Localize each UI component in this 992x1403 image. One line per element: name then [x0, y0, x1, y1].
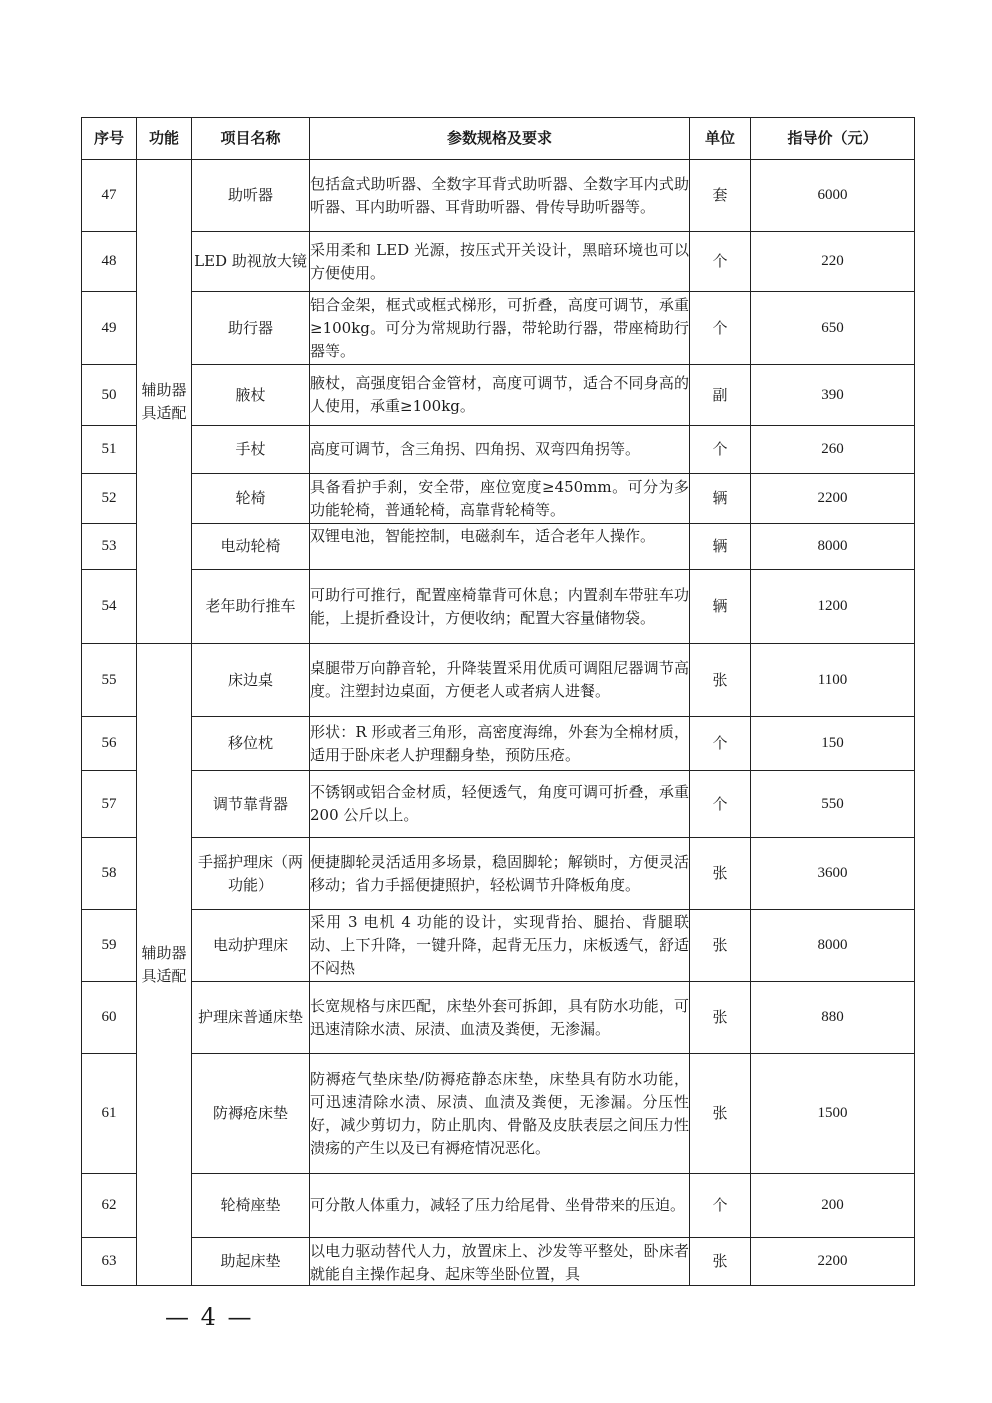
item-price: 1500: [751, 1054, 915, 1174]
item-price: 1200: [751, 570, 915, 644]
table-row: [82, 1054, 915, 1174]
item-unit: 个: [690, 232, 751, 292]
item-spec: 便捷脚轮灵活适用多场景，稳固脚轮；解锁时，方便灵活移动；省力手摇便捷照护，轻松调节升降板角度。: [310, 838, 690, 910]
item-name: 手摇护理床（两功能）: [192, 838, 310, 910]
item-unit: 辆: [690, 474, 751, 524]
item-spec: 可助行可推行，配置座椅靠背可休息；内置刹车带驻车功能，上提折叠设计，方便收纳；配置大容量储物袋。: [310, 570, 690, 644]
row-num: 57: [82, 771, 137, 838]
item-price: 260: [751, 426, 915, 474]
table-row: [82, 160, 915, 232]
page-number: — 4 —: [165, 1303, 254, 1331]
table-row: [82, 1238, 915, 1286]
table-header-row: [82, 118, 915, 160]
table-row: [82, 717, 915, 771]
item-name: 护理床普通床垫: [192, 982, 310, 1054]
row-num: 59: [82, 910, 137, 982]
item-unit: 个: [690, 771, 751, 838]
item-spec-cell: [310, 524, 690, 570]
item-price: 390: [751, 365, 915, 426]
row-num: 48: [82, 232, 137, 292]
item-name: 腋杖: [192, 365, 310, 426]
row-num: 58: [82, 838, 137, 910]
row-num: 51: [82, 426, 137, 474]
item-price: 2200: [751, 1238, 915, 1286]
header-item-name: 项目名称: [192, 118, 310, 160]
row-num: 63: [82, 1238, 137, 1286]
item-unit: 张: [690, 838, 751, 910]
item-unit: 副: [690, 365, 751, 426]
item-name: 助听器: [192, 160, 310, 232]
table-row: [82, 474, 915, 524]
item-price: 200: [751, 1174, 915, 1238]
item-name: 移位枕: [192, 717, 310, 771]
item-spec: 具备看护手刹，安全带，座位宽度≥450mm。可分为多功能轮椅，普通轮椅，高靠背轮椅等。: [310, 474, 690, 524]
table-row: [82, 982, 915, 1054]
item-name: 手杖: [192, 426, 310, 474]
item-price: 1100: [751, 644, 915, 717]
item-name: LED 助视放大镜: [192, 232, 310, 292]
header-unit: 单位: [690, 118, 751, 160]
table-row: [82, 1174, 915, 1238]
table-row: [82, 524, 915, 570]
table-row: [82, 232, 915, 292]
item-price: 220: [751, 232, 915, 292]
item-price: 550: [751, 771, 915, 838]
item-spec: 采用柔和 LED 光源，按压式开关设计，黑暗环境也可以方便使用。: [310, 232, 690, 292]
table-row: [82, 910, 915, 982]
item-unit: 张: [690, 644, 751, 717]
item-price: 880: [751, 982, 915, 1054]
item-price: 6000: [751, 160, 915, 232]
item-spec: 腋杖，高强度铝合金管材，高度可调节，适合不同身高的人使用，承重≥100kg。: [310, 365, 690, 426]
table-row: [82, 838, 915, 910]
header-num: 序号: [82, 118, 137, 160]
row-num: 53: [82, 524, 137, 570]
table-row: [82, 426, 915, 474]
row-num: 61: [82, 1054, 137, 1174]
item-name: 床边桌: [192, 644, 310, 717]
row-num: 56: [82, 717, 137, 771]
item-name: 轮椅: [192, 474, 310, 524]
header-spec: 参数规格及要求: [310, 118, 690, 160]
item-spec: 桌腿带万向静音轮，升降装置采用优质可调阻尼器调节高度。注塑封边桌面，方便老人或者病人进餐。: [310, 644, 690, 717]
table-row: [82, 570, 915, 644]
item-spec: 采用 3 电机 4 功能的设计，实现背抬、腿抬、背腿联动、上下升降，一键升降，起背无压力，床板透气，舒适不闷热: [310, 910, 690, 982]
row-num: 54: [82, 570, 137, 644]
item-unit: 套: [690, 160, 751, 232]
device-price-table: [81, 117, 915, 1286]
item-spec-cell: [310, 1238, 690, 1286]
item-unit: 张: [690, 910, 751, 982]
item-price: 8000: [751, 910, 915, 982]
item-unit: 辆: [690, 524, 751, 570]
function-group-cell: 辅助器具适配: [137, 644, 192, 1286]
row-num: 49: [82, 292, 137, 365]
header-price: 指导价（元）: [751, 118, 915, 160]
item-spec: 以电力驱动替代人力，放置床上、沙发等平整处，卧床者就能自主操作起身、起床等坐卧位置，具: [310, 1241, 689, 1283]
item-unit: 张: [690, 1238, 751, 1286]
item-spec: 铝合金架，框式或框式梯形，可折叠，高度可调节，承重≥100kg。可分为常规助行器，带轮助行器，带座椅助行器等。: [310, 292, 690, 365]
item-name: 调节靠背器: [192, 771, 310, 838]
item-spec: 高度可调节，含三角拐、四角拐、双弯四角拐等。: [310, 426, 690, 474]
table-row: [82, 771, 915, 838]
item-spec: 形状：R 形或者三角形，高密度海绵，外套为全棉材质，适用于卧床老人护理翻身垫，预防压疮。: [310, 717, 690, 771]
item-unit: 个: [690, 426, 751, 474]
item-spec: 双锂电池，智能控制，电磁刹车，适合老年人操作。: [310, 526, 656, 545]
item-name: 防褥疮床垫: [192, 1054, 310, 1174]
item-name: 助起床垫: [192, 1238, 310, 1286]
item-name: 电动护理床: [192, 910, 310, 982]
table-row: [82, 644, 915, 717]
table-row: [82, 365, 915, 426]
item-name: 轮椅座垫: [192, 1174, 310, 1238]
item-price: 8000: [751, 524, 915, 570]
row-num: 55: [82, 644, 137, 717]
item-unit: 个: [690, 717, 751, 771]
item-spec: 长宽规格与床匹配，床垫外套可拆卸，具有防水功能，可迅速清除水渍、尿渍、血渍及粪便，无渗漏。: [310, 982, 690, 1054]
item-unit: 个: [690, 292, 751, 365]
item-spec: 可分散人体重力，减轻了压力给尾骨、坐骨带来的压迫。: [310, 1174, 690, 1238]
row-num: 52: [82, 474, 137, 524]
function-group-cell: 辅助器具适配: [137, 160, 192, 644]
row-num: 50: [82, 365, 137, 426]
item-unit: 张: [690, 1054, 751, 1174]
item-price: 2200: [751, 474, 915, 524]
item-price: 150: [751, 717, 915, 771]
row-num: 47: [82, 160, 137, 232]
item-spec: 包括盒式助听器、全数字耳背式助听器、全数字耳内式助听器、耳内助听器、耳背助听器、骨传导助听器等。: [310, 160, 690, 232]
item-name: 助行器: [192, 292, 310, 365]
table-row: [82, 292, 915, 365]
header-function: 功能: [137, 118, 192, 160]
item-spec: 不锈钢或铝合金材质，轻便透气，角度可调可折叠，承重 200 公斤以上。: [310, 771, 690, 838]
item-unit: 辆: [690, 570, 751, 644]
item-unit: 个: [690, 1174, 751, 1238]
row-num: 60: [82, 982, 137, 1054]
item-price: 3600: [751, 838, 915, 910]
item-price: 650: [751, 292, 915, 365]
item-spec: 防褥疮气垫床垫/防褥疮静态床垫，床垫具有防水功能，可迅速清除水渍、尿渍、血渍及粪便，无渗漏。分压性好，减少剪切力，防止肌肉、骨骼及皮肤表层之间压力性溃疡的产生以及已有褥疮情况恶化。: [310, 1054, 690, 1174]
item-name: 老年助行推车: [192, 570, 310, 644]
item-name: 电动轮椅: [192, 524, 310, 570]
row-num: 62: [82, 1174, 137, 1238]
item-unit: 张: [690, 982, 751, 1054]
